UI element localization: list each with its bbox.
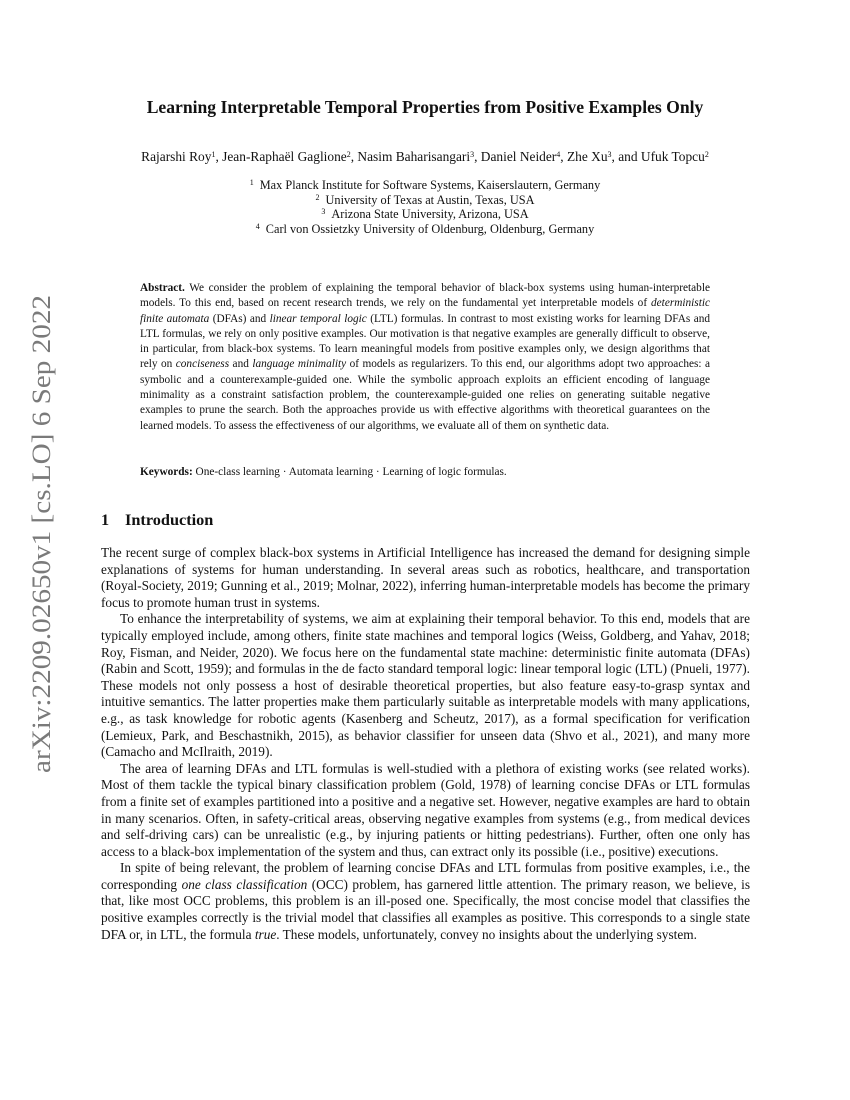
abstract-text xyxy=(140,282,710,432)
author-affiliation-mark: 2 xyxy=(346,150,351,159)
section-heading xyxy=(101,510,213,530)
affiliation-mark: 2 xyxy=(315,192,320,202)
author-separator: , and xyxy=(611,149,641,164)
affiliation-text: Max Planck Institute for Software Systems, Kaiserslautern, Germany xyxy=(259,178,601,192)
body-paragraph xyxy=(101,761,750,861)
text-run: (OCC) problem, has garnered little attention. The primary reason, we believe, is that, like most OCC problems, this problem is an ill-posed one. Specifically, the most concise model that classifies the positive examples correctly is the trivial model that classifies all examples as positive. This corresponds to a single state DFA or, in LTL, the formula xyxy=(101,876,750,942)
affiliation-text: University of Texas at Austin, Texas, USA xyxy=(325,192,535,207)
text-run: The area of learning DFAs and LTL formulas is well-studied with a plethora of existing works (see related works). Most of them tackle the typical binary classification problem (Gold, 1978) of learning concise DFAs or LTL formulas from a finite set of examples partitioned into a positive and a negative set. However, negative examples are hard to obtain in many scenarios. Often, in safety-critical areas, observing negative examples from systems (e.g., from medical devices and self-driving cars) can be unrealistic (e.g., by injuring patients or hitting pedestrians). Further, often one only has access to a black-box implementation of the system and thus, can extract only its possible (i.e., positive) executions. xyxy=(101,760,750,859)
emphasis-text: conciseness xyxy=(175,358,230,371)
author-affiliation-mark: 1 xyxy=(211,150,216,159)
affiliation-text: Arizona State University, Arizona, USA xyxy=(331,207,529,222)
author-name: Zhe Xu xyxy=(566,149,608,164)
keywords-text: One-class learning · Automata learning · Learning of logic formulas. xyxy=(195,466,507,478)
author-separator: , xyxy=(350,149,358,164)
affiliation-mark: 4 xyxy=(255,222,260,232)
body-paragraph xyxy=(101,545,750,611)
text-run: . These models, unfortunately, convey no insights about the underlying system. xyxy=(276,926,697,942)
section-number: 1 xyxy=(101,510,110,529)
abstract-label: Abstract. xyxy=(140,282,185,294)
author-affiliation-mark: 4 xyxy=(556,150,561,159)
author-name: Nasim Baharisangari xyxy=(357,149,471,164)
author-separator: , xyxy=(560,149,567,164)
body-paragraph xyxy=(101,611,750,760)
affiliation-line xyxy=(60,178,790,193)
author-name: Jean-Raphaël Gaglione xyxy=(222,149,347,164)
text-run: In spite of being relevant, the problem of learning concise DFAs and LTL formulas from positive examples, i.e., the corresponding xyxy=(101,860,750,892)
author-list xyxy=(60,148,790,165)
emphasis-text: linear temporal logic xyxy=(269,312,367,325)
arxiv-sidebar xyxy=(8,295,62,775)
author-affiliation-mark: 2 xyxy=(704,150,709,159)
text-run: of models as regularizers. To this end, our algorithms adopt two approaches: a symbolic and a counterexample-guided one. While the symbolic approach exploits an efficient encoding of language minimality as a constraint satisfaction problem, the counterexample-guided one relies on generating suitable negative examples to prune the search. Both the approaches provide us with effective algorithms with theoretical guarantees on the learned models. To assess the effectiveness of our algorithms, we evaluate all of them on synthetic data. xyxy=(140,358,710,432)
author-name: Rajarshi Roy xyxy=(141,149,212,164)
author-name: Ufuk Topcu xyxy=(640,149,705,164)
keywords xyxy=(140,465,710,480)
affiliation-list xyxy=(60,178,790,237)
affiliation-line xyxy=(60,207,790,222)
emphasis-text: true xyxy=(254,926,277,942)
keywords-label: Keywords: xyxy=(140,466,193,478)
arxiv-identifier: arXiv:2209.02650v1 [cs.LO] 6 Sep 2022 xyxy=(26,338,56,773)
emphasis-text: language minimality xyxy=(252,358,347,371)
author-separator: , xyxy=(474,149,481,164)
arxiv-sidebar-svg xyxy=(8,295,62,775)
author-separator: , xyxy=(215,149,223,164)
affiliation-mark: 1 xyxy=(249,178,254,187)
paper-title: Learning Interpretable Temporal Properties from Positive Examples Only xyxy=(146,97,704,117)
section-title: Introduction xyxy=(125,510,214,529)
author-affiliation-mark: 3 xyxy=(470,150,475,159)
body-text xyxy=(101,545,750,943)
emphasis-text: one class classification xyxy=(181,876,308,892)
text-run: We consider the problem of explaining the temporal behavior of black-box systems using human-interpretable models. To this end, based on recent research trends, we rely on the fundamental yet interpretable models of xyxy=(140,282,710,310)
affiliation-line xyxy=(60,222,790,237)
text-run: and xyxy=(229,358,253,371)
abstract xyxy=(140,281,710,434)
text-run: (LTL) formulas. In contrast to most existing works for learning DFAs and LTL formulas, we rely on only positive examples. Our motivation is that negative examples are generally difficult to observe, in particular, from black-box systems. To learn meaningful models from positive examples only, we design algorithms that rely on xyxy=(140,312,711,371)
text-run: The recent surge of complex black-box systems in Artificial Intelligence has increased the demand for designing simple explanations of systems for human understanding. In several areas such as robotics, healthcare, and transportation (Royal-Society, 2019; Gunning et al., 2019; Molnar, 2022), inferring human-interpretable models has become the primary focus to promote human trust in systems. xyxy=(101,545,750,610)
author-affiliation-mark: 3 xyxy=(607,150,612,159)
text-run: (DFAs) and xyxy=(209,312,270,325)
author-name: Daniel Neider xyxy=(480,149,557,164)
body-paragraph xyxy=(101,860,750,943)
emphasis-text: deterministic finite automata xyxy=(140,297,710,325)
affiliation-line xyxy=(60,193,790,208)
affiliation-text: Carl von Ossietzky University of Oldenburg, Oldenburg, Germany xyxy=(265,222,595,237)
text-run: To enhance the interpretability of systems, we aim at explaining their temporal behavior. To this end, models that are typically employed include, among others, finite state machines and temporal logics (Weiss, Goldberg, and Yahav, 2018; Roy, Fisman, and Neider, 2020). We focus here on the fundamental state machine: deterministic finite automata (DFAs) (Rabin and Scott, 1959); and formulas in the de facto standard temporal logic: linear temporal logic (LTL) (Pnueli, 1977). These models not only possess a host of desirable theoretical properties, but also feature easy-to-grasp syntax and intuitive semantics. The latter properties make them particularly suitable as interpretable models with many applications, e.g., as task knowledge for robotic agents (Kasenberg and Scheutz, 2017), as a formal specification for verification (Lemieux, Park, and Beschastnikh, 2015), as behavior classifier for unseen data (Shvo et al., 2021), and many more (Camacho and McIlraith, 2019). xyxy=(101,611,750,760)
affiliation-mark: 3 xyxy=(321,207,326,217)
